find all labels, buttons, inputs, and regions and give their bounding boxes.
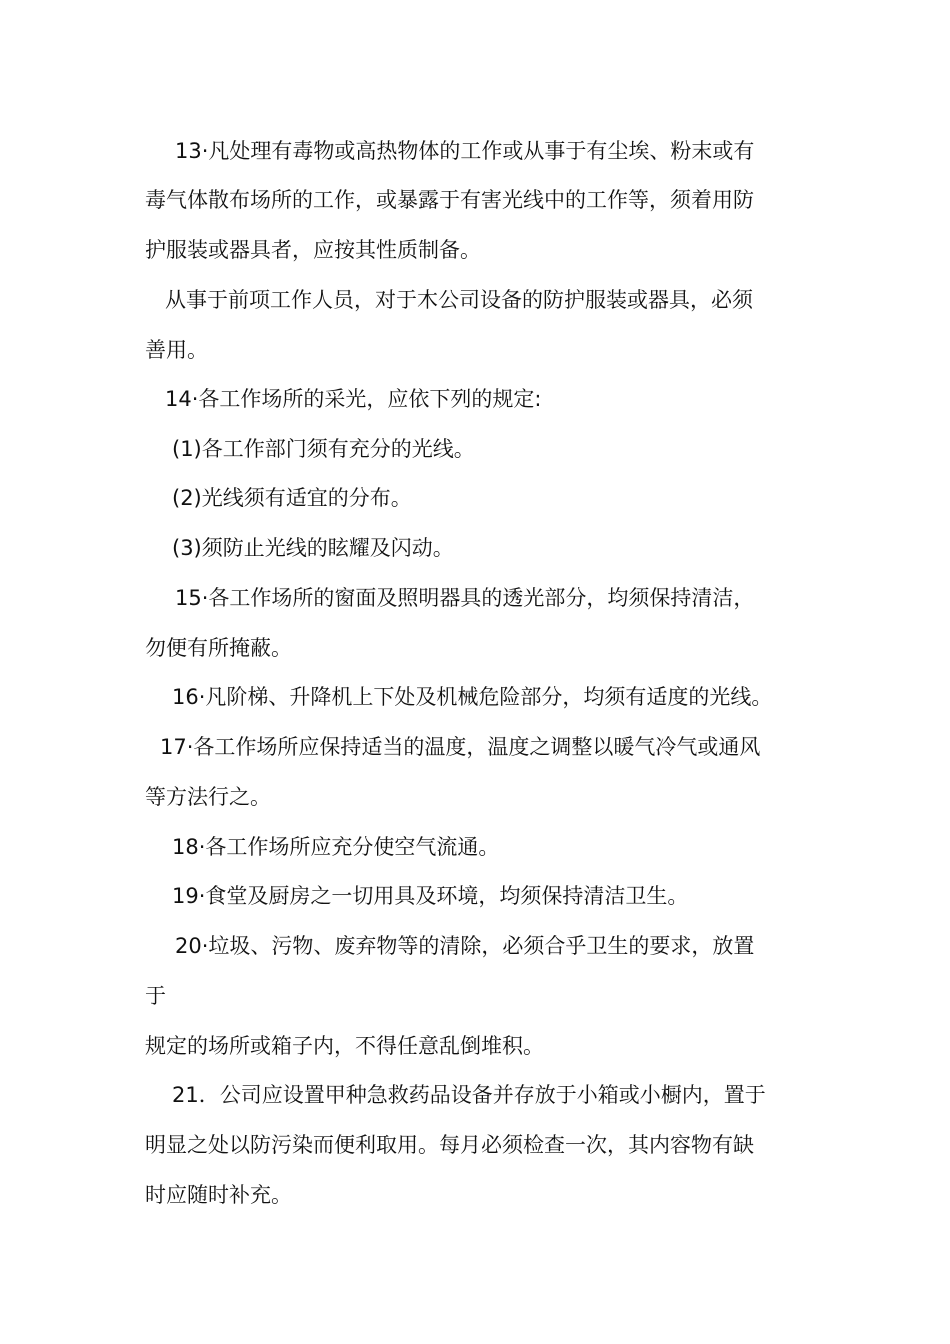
text-line: (2)光线须有适宜的分布。 (172, 486, 412, 510)
text-line: 从事于前项工作人员，对于木公司设备的防护服装或器具，必须 (165, 288, 753, 312)
text-line: 时应随时补充。 (145, 1183, 292, 1207)
text-line: (3)须防止光线的眩耀及闪动。 (172, 536, 454, 560)
text-line: 18·各工作场所应充分使空气流通。 (172, 835, 500, 859)
text-line: 善用。 (145, 338, 208, 362)
text-line: 21．公司应设置甲种急救药品设备并存放于小箱或小橱内，置于 (172, 1083, 766, 1107)
text-line: 于 (145, 984, 166, 1008)
text-line: 15·各工作场所的窗面及照明器具的透光部分，均须保持清洁， (175, 586, 755, 610)
text-line: 14·各工作场所的采光，应依下列的规定: (165, 387, 542, 411)
text-line: 规定的场所或箱子内，不得任意乱倒堆积。 (145, 1034, 544, 1058)
text-line: 勿便有所掩蔽。 (145, 636, 292, 660)
text-line: 护服装或器具者，应按其性质制备。 (145, 238, 481, 262)
text-line: 16·凡阶梯、升降机上下处及机械危险部分，均须有适度的光线。 (172, 685, 773, 709)
text-line: 等方法行之。 (145, 785, 271, 809)
text-line: 13·凡处理有毒物或高热物体的工作或从事于有尘埃、粉末或有 (175, 139, 755, 163)
text-line: 19·食堂及厨房之一切用具及环境，均须保持清洁卫生。 (172, 884, 689, 908)
text-line: 17·各工作场所应保持适当的温度，温度之调整以暖气冷气或通风 (160, 735, 761, 759)
text-line: 毒气体散布场所的工作，或暴露于有害光线中的工作等，须着用防 (145, 188, 754, 212)
text-line: (1)各工作部门须有充分的光线。 (172, 437, 475, 461)
text-line: 20·垃圾、污物、废弃物等的清除，必须合乎卫生的要求，放置 (175, 934, 755, 958)
text-line: 明显之处以防污染而便利取用。每月必须检查一次，其内容物有缺 (145, 1133, 754, 1157)
